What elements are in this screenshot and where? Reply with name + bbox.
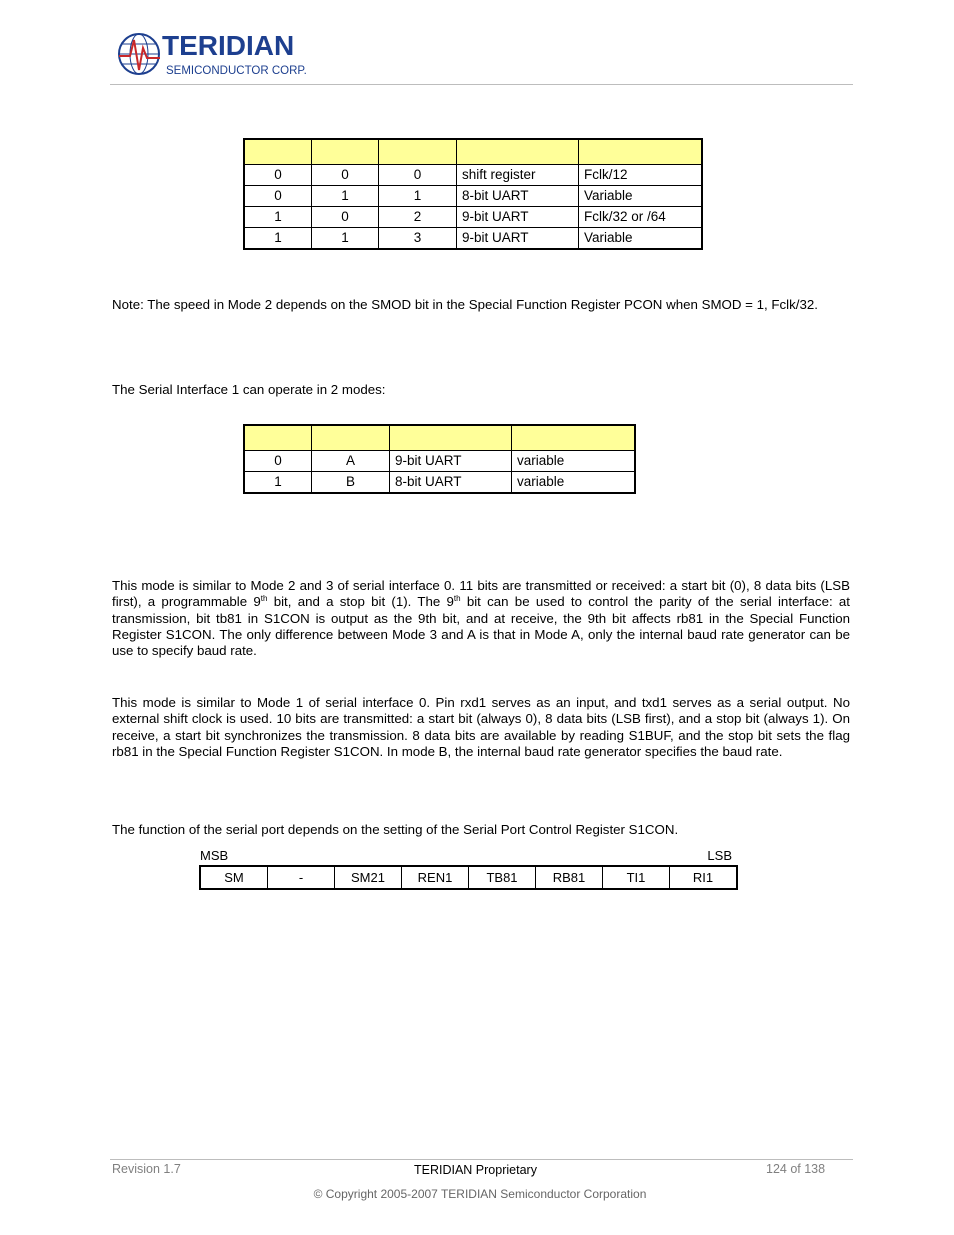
table-header-cell [312, 139, 379, 165]
table-row [244, 451, 635, 472]
logo-subtext: SEMICONDUCTOR CORP. [166, 65, 307, 77]
table-header-cell [244, 425, 312, 451]
table-header-cell [312, 425, 390, 451]
superscript-th: th [260, 594, 268, 604]
table-cell: 2 [379, 207, 457, 228]
footer-divider [110, 1159, 853, 1160]
table-row [244, 228, 702, 250]
table-cell: 1 [244, 207, 312, 228]
table-header-cell [579, 139, 703, 165]
table-cell: 0 [244, 451, 312, 472]
s1con-register-table [199, 865, 738, 890]
table-cell: A [312, 451, 390, 472]
globe-logo-icon [119, 34, 160, 74]
table-cell: 0 [312, 165, 379, 186]
table-header-cell [244, 139, 312, 165]
lsb-label: LSB [707, 848, 732, 863]
table-cell: 9-bit UART [390, 451, 512, 472]
msb-label: MSB [200, 848, 229, 863]
footer-proprietary: TERIDIAN Proprietary [414, 1163, 537, 1177]
table-cell: variable [512, 472, 636, 494]
logo-text: TERIDIAN [162, 30, 295, 61]
footer-page-number: 124 of 138 [766, 1162, 826, 1176]
footer-copyright: © Copyright 2005-2007 TERIDIAN Semiconductor Corporation [313, 1187, 647, 1201]
table-cell: 1 [312, 228, 379, 250]
table-header-row [244, 425, 635, 451]
table-header-cell [390, 425, 512, 451]
register-bit: REN1 [402, 866, 469, 889]
table-cell: Fclk/12 [579, 165, 703, 186]
mode2-speed-note: Note: The speed in Mode 2 depends on the SMOD bit in the Special Function Register PCON when SMOD = 1, Fclk/32. [112, 297, 818, 312]
footer-revision: Revision 1.7 [112, 1162, 181, 1176]
table-cell: Variable [579, 186, 703, 207]
register-bit: RI1 [670, 866, 738, 889]
table-header-row [244, 139, 702, 165]
table-cell: 9-bit UART [457, 207, 579, 228]
register-bit: SM [200, 866, 268, 889]
company-logo [116, 30, 326, 80]
table-cell: 1 [244, 228, 312, 250]
table-row [244, 186, 702, 207]
table-cell: 1 [244, 472, 312, 494]
mode-b-description: This mode is similar to Mode 1 of serial interface 0. Pin rxd1 serves as an input, and txd1 serves as a serial output. No external shift clock is used. 10 bits are transmitted: a start bit (always 0), 8 data bits (LSB first), and a stop bit (always 1). On receive, a start bit synchronizes the transmission. 8 data bits are available by reading S1BUF, and the stop bit sets the flag rb81 in the Special Function Register S1CON. In mode B, the internal baud rate generator specifies the baud rate. [112, 695, 850, 759]
mode-a-description [112, 578, 850, 659]
table-cell: 8-bit UART [457, 186, 579, 207]
table-cell: 0 [312, 207, 379, 228]
table-cell: Variable [579, 228, 703, 250]
serial1-mode-table [243, 424, 636, 494]
superscript-th: th [453, 594, 461, 604]
table-header-cell [512, 425, 636, 451]
register-bit: SM21 [335, 866, 402, 889]
mode-a-text-1: This mode is similar to Mode 2 and 3 of serial interface 0. 11 bits are transmitted or received: a start bit (0), 8 data bits (LSB first), a programmable 9 [112, 578, 850, 610]
table-cell: B [312, 472, 390, 494]
table-cell: 0 [379, 165, 457, 186]
table-row [244, 165, 702, 186]
table-header-cell [457, 139, 579, 165]
table-row [244, 472, 635, 494]
table-cell: variable [512, 451, 636, 472]
table-row [244, 207, 702, 228]
table-cell: 8-bit UART [390, 472, 512, 494]
table-header-cell [379, 139, 457, 165]
s1con-intro: The function of the serial port depends on the setting of the Serial Port Control Register S1CON. [112, 822, 679, 837]
serial1-intro: The Serial Interface 1 can operate in 2 modes: [112, 382, 386, 397]
serial0-mode-table [243, 138, 703, 250]
mode-a-text-2: bit, and a stop bit (1). The 9 [267, 594, 454, 610]
table-cell: 0 [244, 186, 312, 207]
table-cell: 9-bit UART [457, 228, 579, 250]
register-bit: RB81 [536, 866, 603, 889]
register-row [200, 866, 737, 889]
register-bit: - [268, 866, 335, 889]
table-cell: 0 [244, 165, 312, 186]
table-cell: 1 [379, 186, 457, 207]
mode-a-text-3: bit can be used to control the parity of the serial interface: at transmission, bit tb81 in S1CON is output as the 9th bit, and at receive, the 9th bit affects rb81 in the Special Function Register S1CON. The only difference between Mode 3 and A is that in Mode A, only the internal baud rate generator can be use to specify baud rate. [112, 594, 850, 659]
register-bit: TI1 [603, 866, 670, 889]
header-divider [110, 84, 853, 85]
table-cell: shift register [457, 165, 579, 186]
table-cell: Fclk/32 or /64 [579, 207, 703, 228]
table-cell: 3 [379, 228, 457, 250]
register-bit: TB81 [469, 866, 536, 889]
table-cell: 1 [312, 186, 379, 207]
